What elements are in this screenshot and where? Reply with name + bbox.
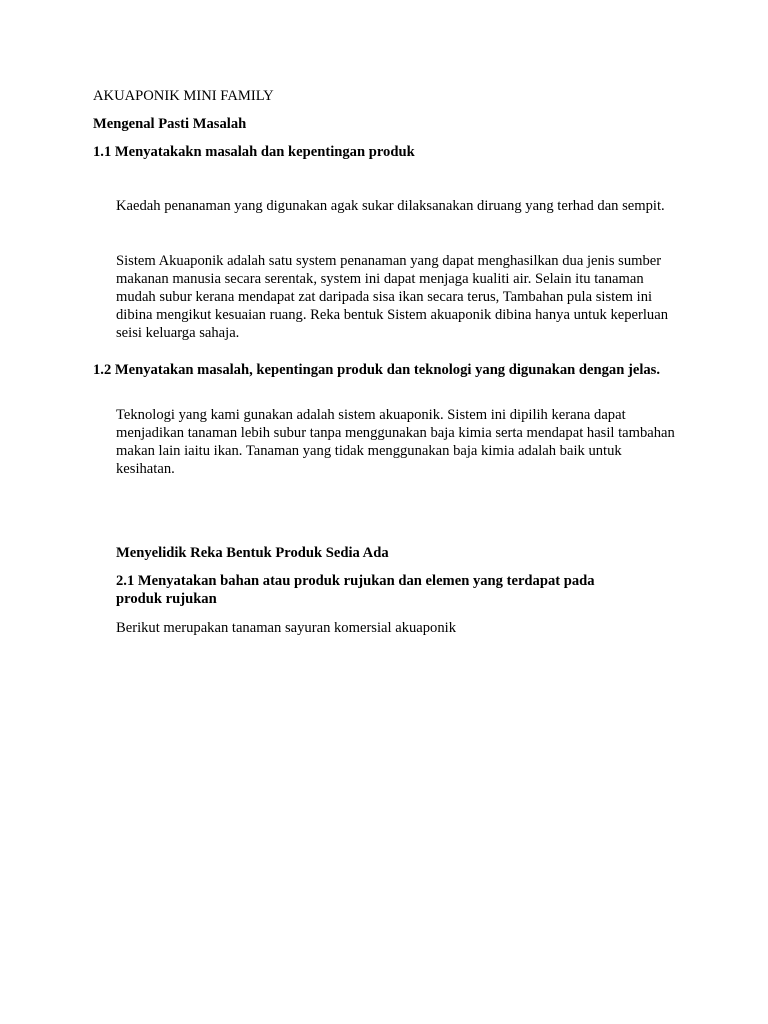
paragraph-1-2: Teknologi yang kami gunakan adalah sistem akuaponik. Sistem ini dipilih kerana dapat menjadikan tanaman lebih subur tanpa menggunakan baja kimia serta mendapat hasil tambahan makan lain iaitu ikan. Tanaman yang tidak menggunakan baja kimia adalah baik untuk kesihatan.: [116, 407, 675, 477]
paragraph-1-1-first: Kaedah penanaman yang digunakan agak sukar dilaksanakan diruang yang terhad dan sempit.: [116, 198, 665, 214]
subsection-heading-1-1: 1.1 Menyatakakn masalah dan kepentingan produk: [93, 144, 415, 160]
paragraph-2-1: Berikut merupakan tanaman sayuran komersial akuaponik: [116, 620, 457, 636]
subsection-heading-1-2: 1.2 Menyatakan masalah, kepentingan produk dan teknologi yang digunakan dengan jelas.: [93, 362, 661, 378]
paragraph-1-1-second: Sistem Akuaponik adalah satu system penanaman yang dapat menghasilkan dua jenis sumber makanan manusia secara serentak, system ini dapat menjaga kualiti air. Selain itu tanaman mudah subur kerana mendapat zat daripada sisa ikan secara terus, Tambahan pula sistem ini dibina mengikut kesuaian ruang. Reka bentuk Sistem akuaponik dibina hanya untuk keperluan seisi keluarga sahaja.: [116, 253, 668, 341]
section-heading-mengenal-pasti-masalah: Mengenal Pasti Masalah: [93, 116, 247, 132]
section-heading-menyelidik-reka-bentuk: Menyelidik Reka Bentuk Produk Sedia Ada: [116, 545, 389, 561]
subsection-heading-2-1: 2.1 Menyatakan bahan atau produk rujukan dan elemen yang terdapat pada produk rujukan: [116, 573, 595, 607]
document-title: AKUAPONIK MINI FAMILY: [93, 88, 274, 104]
